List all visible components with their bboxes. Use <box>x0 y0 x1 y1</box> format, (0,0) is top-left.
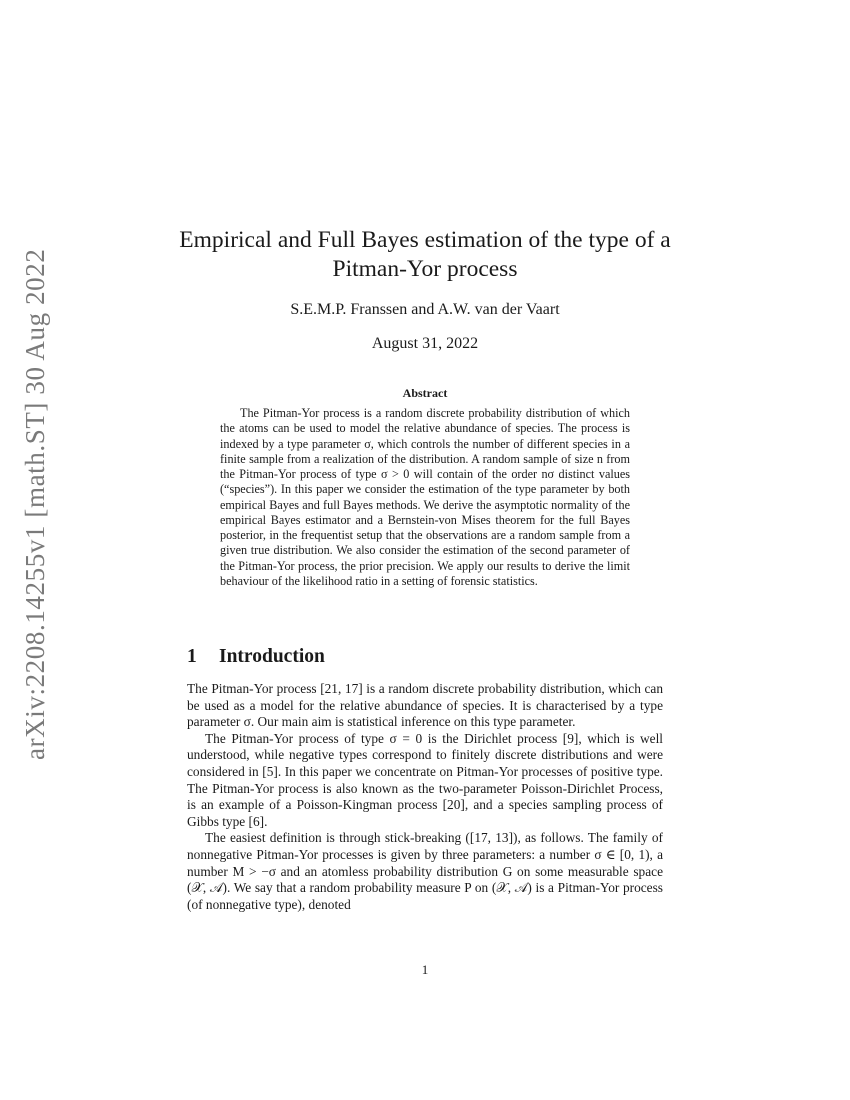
paper-date: August 31, 2022 <box>371 335 479 352</box>
arxiv-identifier-text: arXiv:2208.14255v1 [math.ST] 30 Aug 2022 <box>20 248 50 760</box>
section-heading <box>187 645 325 669</box>
paragraph: The easiest definition is through stick-breaking ([17, 13]), as follows. The family of nonnegative Pitman-Yor processes is given by three parameters: a number σ ∈ [0, 1), a number M > −σ and an atomless probability distribution G on some measurable space (𝒳, 𝒜). We say that a random probability measure P on (𝒳, 𝒜) is a Pitman-Yor process (of nonnegative type), denoted <box>187 830 663 912</box>
paragraph: The Pitman-Yor process [21, 17] is a random discrete probability distribution, which can be used as a model for the relative abundance of species. It is characterised by a type parameter σ. Our main aim is statistical inference on this type parameter. <box>187 681 663 730</box>
paper-title: Empirical and Full Bayes estimation of the type of a Pitman-Yor process <box>179 227 671 282</box>
abstract-heading: Abstract <box>402 386 448 400</box>
body-text <box>187 681 663 913</box>
paragraph: The Pitman-Yor process of type σ = 0 is the Dirichlet process [9], which is well understood, while negative types correspond to finitely discrete distributions and were considered in [5]. In this paper we concentrate on Pitman-Yor processes of positive type. The Pitman-Yor process is also known as the two-parameter Poisson-Dirichlet Process, is an example of a Poisson-Kingman process [20], and a species sampling process of Gibbs type [6]. <box>187 730 663 829</box>
section-title: Introduction <box>219 646 325 667</box>
paper-authors: S.E.M.P. Franssen and A.W. van der Vaart <box>290 301 560 318</box>
section-number: 1 <box>187 646 197 667</box>
abstract-text: The Pitman-Yor process is a random discrete probability distribution of which the atoms can be used to model the relative abundance of species. The process is indexed by a type parameter σ, which controls the number of different species in a finite sample from a realization of the distribution. A random sample of size n from the Pitman-Yor process of type σ > 0 will contain of the order nσ distinct values (“species”). In this paper we consider the estimation of the type parameter by both empirical Bayes and full Bayes methods. We derive the asymptotic normality of the empirical Bayes estimator and a Bernstein-von Mises theorem for the full Bayes posterior, in the frequentist setup that the observations are a random sample from a given true distribution. We also consider the estimation of the second parameter of the Pitman-Yor process, the prior precision. We apply our results to derive the limit behaviour of the likelihood ratio in a setting of forensic statistics. <box>220 406 630 588</box>
page-number: 1 <box>421 962 429 977</box>
